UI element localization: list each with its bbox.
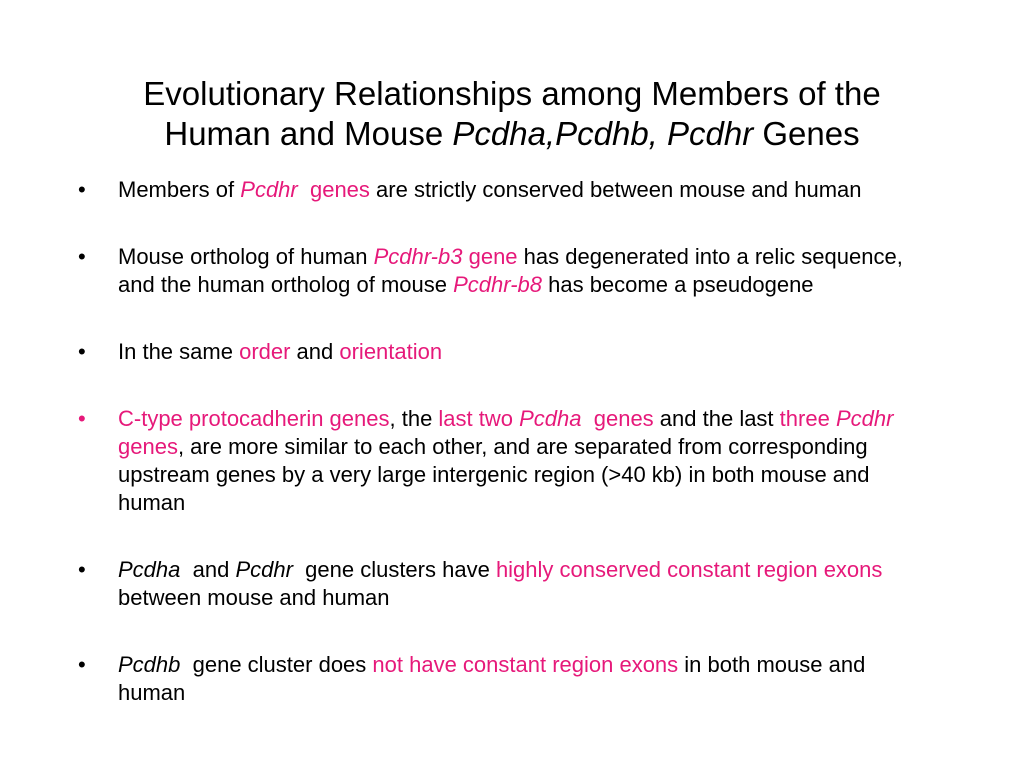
bullet-marker: • — [78, 339, 86, 364]
bullet-run: Pcdhr-b3 — [373, 244, 463, 269]
bullet-item — [78, 338, 938, 366]
bullet-run: order — [239, 339, 291, 364]
bullet-run: has become a pseudogene — [542, 272, 814, 297]
bullet-item — [78, 405, 938, 517]
bullet-text — [118, 652, 871, 705]
bullet-marker: • — [78, 557, 86, 582]
bullet-run: in both mouse and human — [118, 652, 872, 705]
title-prefix: Human and Mouse — [164, 114, 453, 152]
bullet-run: Members of — [118, 177, 241, 202]
bullet-run: , are more similar to each other, and are separated from corresponding upstream genes by a very large intergenic region (>40 kb) in both mouse and human — [118, 434, 876, 515]
slide-title — [40, 74, 984, 153]
bullet-run: and — [180, 557, 236, 582]
bullet-marker: • — [78, 652, 86, 677]
bullet-run: and — [290, 339, 340, 364]
bullet-run: are strictly conserved between mouse and human — [369, 177, 862, 202]
title-line-1: Evolutionary Relationships among Members of the — [143, 75, 881, 112]
bullet-run: has degenerated into a relic sequence, and the human ortholog of mouse — [118, 244, 909, 297]
bullet-text — [118, 557, 889, 610]
bullet-run: Pcdhr — [835, 406, 894, 431]
bullet-run: highly conserved constant region exons — [495, 557, 883, 582]
bullet-run: gene cluster does — [180, 652, 373, 677]
title-suffix: Genes — [753, 114, 860, 152]
bullet-item — [78, 651, 938, 707]
bullet-item — [78, 176, 938, 204]
bullet-text — [118, 177, 862, 202]
bullet-run: last two — [438, 406, 520, 431]
bullet-run: Pcdhr-b8 — [453, 272, 542, 297]
bullet-marker: • — [78, 244, 86, 269]
bullet-text — [118, 339, 442, 364]
title-line-2 — [40, 114, 984, 154]
bullet-run: and the last — [653, 406, 780, 431]
bullet-run: Pcdhr — [240, 177, 298, 202]
bullet-run: orientation — [339, 339, 443, 364]
bullet-run: genes — [297, 177, 370, 202]
bullet-run: three — [779, 406, 836, 431]
bullet-item — [78, 243, 938, 299]
bullet-item — [78, 556, 938, 612]
title-gene-names: Pcdha,Pcdhb, Pcdhr — [452, 114, 754, 152]
bullet-run: Pcdhb — [118, 652, 181, 677]
bullet-run: genes — [118, 406, 906, 459]
bullet-list — [78, 176, 938, 746]
bullet-run: , the — [389, 406, 439, 431]
bullet-marker: • — [78, 177, 86, 202]
bullet-run: C-type protocadherin genes — [118, 406, 390, 431]
bullet-run: Pcdha — [118, 557, 181, 582]
bullet-run: In the same — [118, 339, 240, 364]
bullet-run: Pcdha — [519, 406, 582, 431]
bullet-text — [118, 244, 909, 297]
bullet-run: between mouse and human — [118, 557, 889, 610]
bullet-run: Mouse ortholog of human — [118, 244, 374, 269]
bullet-text — [118, 406, 906, 515]
bullet-marker: • — [78, 406, 86, 431]
bullet-run: gene — [462, 244, 518, 269]
bullet-run: genes — [581, 406, 654, 431]
bullet-run: Pcdhr — [235, 557, 293, 582]
bullet-run: not have constant region exons — [372, 652, 679, 677]
bullet-run: gene clusters have — [292, 557, 496, 582]
